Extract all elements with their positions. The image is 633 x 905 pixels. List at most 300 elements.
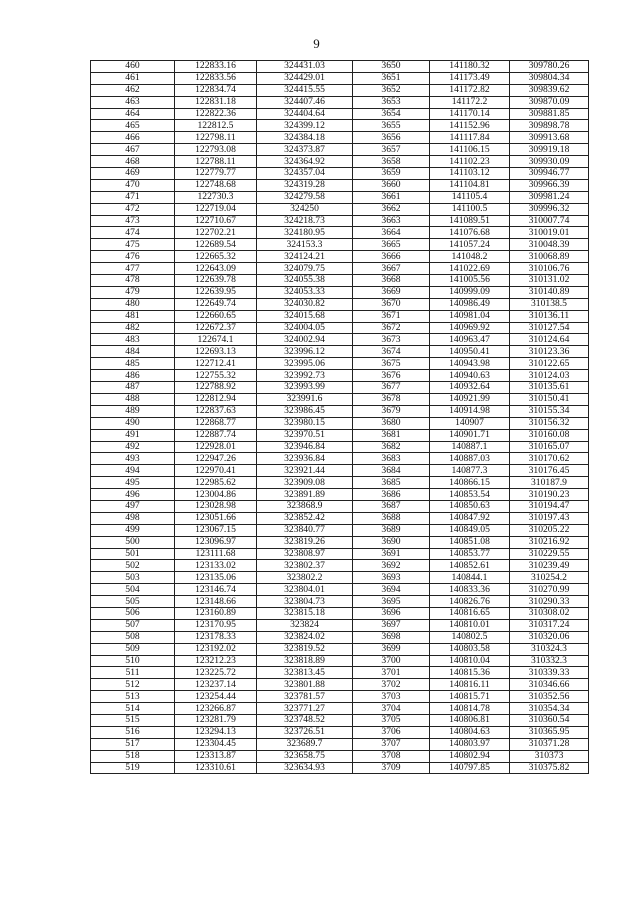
point-number-cell: 3697 [353, 619, 430, 631]
x-coordinate-cell: 123212.23 [175, 655, 257, 667]
y-coordinate-cell: 310308.02 [510, 607, 589, 619]
x-coordinate-cell: 140853.54 [430, 489, 510, 501]
point-number-cell: 512 [91, 679, 175, 691]
y-coordinate-cell: 323840.77 [257, 524, 353, 536]
point-number-cell: 463 [91, 96, 175, 108]
table-row [91, 156, 589, 168]
x-coordinate-cell: 141152.96 [430, 120, 510, 132]
y-coordinate-cell: 323819.26 [257, 536, 353, 548]
table-row [91, 512, 589, 524]
table-row [91, 465, 589, 477]
table-row [91, 132, 589, 144]
point-number-cell: 3655 [353, 120, 430, 132]
point-number-cell: 510 [91, 655, 175, 667]
point-number-cell: 3675 [353, 358, 430, 370]
y-coordinate-cell: 310373 [510, 750, 589, 762]
y-coordinate-cell: 309870.09 [510, 96, 589, 108]
x-coordinate-cell: 141057.24 [430, 239, 510, 251]
point-number-cell: 487 [91, 382, 175, 394]
x-coordinate-cell: 123133.02 [175, 560, 257, 572]
y-coordinate-cell: 309966.39 [510, 179, 589, 191]
x-coordinate-cell: 122947.26 [175, 453, 257, 465]
y-coordinate-cell: 310339.33 [510, 667, 589, 679]
point-number-cell: 3663 [353, 215, 430, 227]
y-coordinate-cell: 310127.54 [510, 322, 589, 334]
y-coordinate-cell: 310365.95 [510, 726, 589, 738]
x-coordinate-cell: 141089.51 [430, 215, 510, 227]
x-coordinate-cell: 140901.71 [430, 429, 510, 441]
x-coordinate-cell: 122831.18 [175, 96, 257, 108]
y-coordinate-cell: 309919.18 [510, 144, 589, 156]
x-coordinate-cell: 140844.1 [430, 572, 510, 584]
point-number-cell: 491 [91, 429, 175, 441]
y-coordinate-cell: 309913.68 [510, 132, 589, 144]
point-number-cell: 3687 [353, 500, 430, 512]
y-coordinate-cell: 310320.06 [510, 631, 589, 643]
y-coordinate-cell: 310205.22 [510, 524, 589, 536]
point-number-cell: 485 [91, 358, 175, 370]
point-number-cell: 3700 [353, 655, 430, 667]
x-coordinate-cell: 140950.41 [430, 346, 510, 358]
point-number-cell: 3684 [353, 465, 430, 477]
x-coordinate-cell: 122639.95 [175, 286, 257, 298]
x-coordinate-cell: 122719.04 [175, 203, 257, 215]
point-number-cell: 3679 [353, 405, 430, 417]
x-coordinate-cell: 141105.4 [430, 191, 510, 203]
point-number-cell: 3686 [353, 489, 430, 501]
point-number-cell: 476 [91, 251, 175, 263]
point-number-cell: 502 [91, 560, 175, 572]
y-coordinate-cell: 323819.52 [257, 643, 353, 655]
y-coordinate-cell: 323813.45 [257, 667, 353, 679]
x-coordinate-cell: 140981.04 [430, 310, 510, 322]
y-coordinate-cell: 310324.3 [510, 643, 589, 655]
y-coordinate-cell: 324431.03 [257, 61, 353, 73]
y-coordinate-cell: 324002.94 [257, 334, 353, 346]
x-coordinate-cell: 123067.15 [175, 524, 257, 536]
y-coordinate-cell: 324055.38 [257, 275, 353, 287]
x-coordinate-cell: 123096.97 [175, 536, 257, 548]
point-number-cell: 3703 [353, 691, 430, 703]
point-number-cell: 465 [91, 120, 175, 132]
point-number-cell: 489 [91, 405, 175, 417]
y-coordinate-cell: 310290.33 [510, 596, 589, 608]
point-number-cell: 516 [91, 726, 175, 738]
point-number-cell: 492 [91, 441, 175, 453]
x-coordinate-cell: 123148.66 [175, 596, 257, 608]
point-number-cell: 3656 [353, 132, 430, 144]
point-number-cell: 509 [91, 643, 175, 655]
x-coordinate-cell: 140943.98 [430, 358, 510, 370]
x-coordinate-cell: 123313.87 [175, 750, 257, 762]
y-coordinate-cell: 310239.49 [510, 560, 589, 572]
y-coordinate-cell: 323804.73 [257, 596, 353, 608]
point-number-cell: 477 [91, 263, 175, 275]
x-coordinate-cell: 141048.2 [430, 251, 510, 263]
y-coordinate-cell: 324030.82 [257, 298, 353, 310]
x-coordinate-cell: 140806.81 [430, 714, 510, 726]
x-coordinate-cell: 141102.23 [430, 156, 510, 168]
point-number-cell: 3664 [353, 227, 430, 239]
y-coordinate-cell: 310371.28 [510, 738, 589, 750]
x-coordinate-cell: 122868.77 [175, 417, 257, 429]
point-number-cell: 3674 [353, 346, 430, 358]
x-coordinate-cell: 140849.05 [430, 524, 510, 536]
y-coordinate-cell: 310122.65 [510, 358, 589, 370]
x-coordinate-cell: 123304.45 [175, 738, 257, 750]
point-number-cell: 496 [91, 489, 175, 501]
x-coordinate-cell: 140810.01 [430, 619, 510, 631]
table-row [91, 667, 589, 679]
point-number-cell: 3651 [353, 72, 430, 84]
table-row [91, 215, 589, 227]
y-coordinate-cell: 310150.41 [510, 393, 589, 405]
x-coordinate-cell: 140969.92 [430, 322, 510, 334]
point-number-cell: 494 [91, 465, 175, 477]
y-coordinate-cell: 310317.24 [510, 619, 589, 631]
table-row [91, 714, 589, 726]
x-coordinate-cell: 140850.63 [430, 500, 510, 512]
x-coordinate-cell: 140853.77 [430, 548, 510, 560]
x-coordinate-cell: 122833.16 [175, 61, 257, 73]
y-coordinate-cell: 310332.3 [510, 655, 589, 667]
table-row [91, 382, 589, 394]
table-row [91, 703, 589, 715]
x-coordinate-cell: 141103.12 [430, 168, 510, 180]
x-coordinate-cell: 140804.63 [430, 726, 510, 738]
point-number-cell: 499 [91, 524, 175, 536]
y-coordinate-cell: 324180.95 [257, 227, 353, 239]
x-coordinate-cell: 122985.62 [175, 477, 257, 489]
x-coordinate-cell: 122812.94 [175, 393, 257, 405]
x-coordinate-cell: 123237.14 [175, 679, 257, 691]
point-number-cell: 473 [91, 215, 175, 227]
point-number-cell: 466 [91, 132, 175, 144]
y-coordinate-cell: 310124.64 [510, 334, 589, 346]
x-coordinate-cell: 140833.36 [430, 584, 510, 596]
table-row [91, 144, 589, 156]
table-row [91, 191, 589, 203]
table-row [91, 584, 589, 596]
point-number-cell: 479 [91, 286, 175, 298]
table-row [91, 548, 589, 560]
y-coordinate-cell: 324429.01 [257, 72, 353, 84]
x-coordinate-cell: 123004.86 [175, 489, 257, 501]
y-coordinate-cell: 310254.2 [510, 572, 589, 584]
point-number-cell: 501 [91, 548, 175, 560]
y-coordinate-cell: 323992.73 [257, 370, 353, 382]
y-coordinate-cell: 323909.08 [257, 477, 353, 489]
x-coordinate-cell: 123281.79 [175, 714, 257, 726]
table-row [91, 453, 589, 465]
point-number-cell: 3662 [353, 203, 430, 215]
table-row [91, 560, 589, 572]
x-coordinate-cell: 122730.3 [175, 191, 257, 203]
point-number-cell: 3659 [353, 168, 430, 180]
y-coordinate-cell: 324153.3 [257, 239, 353, 251]
x-coordinate-cell: 122887.74 [175, 429, 257, 441]
y-coordinate-cell: 310187.9 [510, 477, 589, 489]
point-number-cell: 478 [91, 275, 175, 287]
x-coordinate-cell: 123310.61 [175, 762, 257, 774]
point-number-cell: 506 [91, 607, 175, 619]
point-number-cell: 3699 [353, 643, 430, 655]
x-coordinate-cell: 141117.84 [430, 132, 510, 144]
point-number-cell: 3708 [353, 750, 430, 762]
x-coordinate-cell: 140852.61 [430, 560, 510, 572]
table-row [91, 358, 589, 370]
x-coordinate-cell: 141173.49 [430, 72, 510, 84]
point-number-cell: 486 [91, 370, 175, 382]
point-number-cell: 497 [91, 500, 175, 512]
x-coordinate-cell: 140877.3 [430, 465, 510, 477]
y-coordinate-cell: 323852.42 [257, 512, 353, 524]
y-coordinate-cell: 310140.89 [510, 286, 589, 298]
point-number-cell: 3695 [353, 596, 430, 608]
point-number-cell: 511 [91, 667, 175, 679]
y-coordinate-cell: 310165.07 [510, 441, 589, 453]
y-coordinate-cell: 323689.7 [257, 738, 353, 750]
y-coordinate-cell: 309881.85 [510, 108, 589, 120]
table-row [91, 108, 589, 120]
x-coordinate-cell: 123170.95 [175, 619, 257, 631]
table-row [91, 227, 589, 239]
y-coordinate-cell: 323658.75 [257, 750, 353, 762]
point-number-cell: 517 [91, 738, 175, 750]
table-row [91, 61, 589, 73]
y-coordinate-cell: 323824.02 [257, 631, 353, 643]
y-coordinate-cell: 324399.12 [257, 120, 353, 132]
x-coordinate-cell: 140963.47 [430, 334, 510, 346]
y-coordinate-cell: 309946.77 [510, 168, 589, 180]
table-row [91, 346, 589, 358]
page-number: 9 [313, 36, 320, 51]
x-coordinate-cell: 122793.08 [175, 144, 257, 156]
x-coordinate-cell: 123028.98 [175, 500, 257, 512]
point-number-cell: 3698 [353, 631, 430, 643]
x-coordinate-cell: 141104.81 [430, 179, 510, 191]
table-row [91, 750, 589, 762]
x-coordinate-cell: 122834.74 [175, 84, 257, 96]
point-number-cell: 474 [91, 227, 175, 239]
point-number-cell: 3681 [353, 429, 430, 441]
point-number-cell: 464 [91, 108, 175, 120]
point-number-cell: 3694 [353, 584, 430, 596]
x-coordinate-cell: 140816.11 [430, 679, 510, 691]
point-number-cell: 3709 [353, 762, 430, 774]
point-number-cell: 470 [91, 179, 175, 191]
point-number-cell: 3670 [353, 298, 430, 310]
y-coordinate-cell: 309780.26 [510, 61, 589, 73]
point-number-cell: 3661 [353, 191, 430, 203]
table-row [91, 84, 589, 96]
x-coordinate-cell: 141180.32 [430, 61, 510, 73]
point-number-cell: 3692 [353, 560, 430, 572]
x-coordinate-cell: 123254.44 [175, 691, 257, 703]
x-coordinate-cell: 140907 [430, 417, 510, 429]
x-coordinate-cell: 122970.41 [175, 465, 257, 477]
x-coordinate-cell: 122812.5 [175, 120, 257, 132]
y-coordinate-cell: 324407.46 [257, 96, 353, 108]
x-coordinate-cell: 122928.01 [175, 441, 257, 453]
point-number-cell: 3705 [353, 714, 430, 726]
point-number-cell: 3696 [353, 607, 430, 619]
point-number-cell: 519 [91, 762, 175, 774]
x-coordinate-cell: 141172.2 [430, 96, 510, 108]
point-number-cell: 490 [91, 417, 175, 429]
x-coordinate-cell: 140932.64 [430, 382, 510, 394]
y-coordinate-cell: 310156.32 [510, 417, 589, 429]
point-number-cell: 480 [91, 298, 175, 310]
point-number-cell: 475 [91, 239, 175, 251]
x-coordinate-cell: 122702.21 [175, 227, 257, 239]
point-number-cell: 460 [91, 61, 175, 73]
y-coordinate-cell: 324279.58 [257, 191, 353, 203]
point-number-cell: 505 [91, 596, 175, 608]
table-row [91, 275, 589, 287]
x-coordinate-cell: 140797.85 [430, 762, 510, 774]
table-row [91, 179, 589, 191]
point-number-cell: 3701 [353, 667, 430, 679]
y-coordinate-cell: 309981.24 [510, 191, 589, 203]
x-coordinate-cell: 122833.56 [175, 72, 257, 84]
table-row [91, 310, 589, 322]
y-coordinate-cell: 323993.99 [257, 382, 353, 394]
point-number-cell: 3704 [353, 703, 430, 715]
point-number-cell: 3676 [353, 370, 430, 382]
x-coordinate-cell: 140803.97 [430, 738, 510, 750]
y-coordinate-cell: 323781.57 [257, 691, 353, 703]
x-coordinate-cell: 122649.74 [175, 298, 257, 310]
x-coordinate-cell: 140851.08 [430, 536, 510, 548]
y-coordinate-cell: 310124.03 [510, 370, 589, 382]
x-coordinate-cell: 122755.32 [175, 370, 257, 382]
point-number-cell: 515 [91, 714, 175, 726]
x-coordinate-cell: 122689.54 [175, 239, 257, 251]
x-coordinate-cell: 123111.68 [175, 548, 257, 560]
x-coordinate-cell: 141106.15 [430, 144, 510, 156]
x-coordinate-cell: 123160.89 [175, 607, 257, 619]
y-coordinate-cell: 324004.05 [257, 322, 353, 334]
table-row [91, 393, 589, 405]
x-coordinate-cell: 140814.78 [430, 703, 510, 715]
table-row [91, 96, 589, 108]
point-number-cell: 461 [91, 72, 175, 84]
point-number-cell: 469 [91, 168, 175, 180]
x-coordinate-cell: 141170.14 [430, 108, 510, 120]
table-body [91, 61, 589, 774]
x-coordinate-cell: 140802.94 [430, 750, 510, 762]
x-coordinate-cell: 122788.92 [175, 382, 257, 394]
y-coordinate-cell: 323801.88 [257, 679, 353, 691]
point-number-cell: 3678 [353, 393, 430, 405]
y-coordinate-cell: 310216.92 [510, 536, 589, 548]
point-number-cell: 3689 [353, 524, 430, 536]
y-coordinate-cell: 310194.47 [510, 500, 589, 512]
table-row [91, 500, 589, 512]
y-coordinate-cell: 324218.73 [257, 215, 353, 227]
table-row [91, 691, 589, 703]
table-row [91, 643, 589, 655]
table-row [91, 120, 589, 132]
y-coordinate-cell: 324053.33 [257, 286, 353, 298]
point-number-cell: 481 [91, 310, 175, 322]
x-coordinate-cell: 122672.37 [175, 322, 257, 334]
point-number-cell: 484 [91, 346, 175, 358]
table-row [91, 596, 589, 608]
point-number-cell: 504 [91, 584, 175, 596]
y-coordinate-cell: 310346.66 [510, 679, 589, 691]
x-coordinate-cell: 140802.5 [430, 631, 510, 643]
point-number-cell: 3668 [353, 275, 430, 287]
y-coordinate-cell: 310135.61 [510, 382, 589, 394]
x-coordinate-cell: 122798.11 [175, 132, 257, 144]
point-number-cell: 3653 [353, 96, 430, 108]
y-coordinate-cell: 323996.12 [257, 346, 353, 358]
y-coordinate-cell: 310375.82 [510, 762, 589, 774]
y-coordinate-cell: 324319.28 [257, 179, 353, 191]
x-coordinate-cell: 140815.71 [430, 691, 510, 703]
y-coordinate-cell: 323771.27 [257, 703, 353, 715]
point-number-cell: 467 [91, 144, 175, 156]
point-number-cell: 3673 [353, 334, 430, 346]
x-coordinate-cell: 123225.72 [175, 667, 257, 679]
x-coordinate-cell: 122822.36 [175, 108, 257, 120]
y-coordinate-cell: 323995.06 [257, 358, 353, 370]
x-coordinate-cell: 123266.87 [175, 703, 257, 715]
table-row [91, 405, 589, 417]
x-coordinate-cell: 123051.66 [175, 512, 257, 524]
y-coordinate-cell: 309804.34 [510, 72, 589, 84]
point-number-cell: 3685 [353, 477, 430, 489]
point-number-cell: 3682 [353, 441, 430, 453]
table-row [91, 251, 589, 263]
y-coordinate-cell: 324364.92 [257, 156, 353, 168]
point-number-cell: 3706 [353, 726, 430, 738]
x-coordinate-cell: 140986.49 [430, 298, 510, 310]
y-coordinate-cell: 309930.09 [510, 156, 589, 168]
table-row [91, 489, 589, 501]
table-row [91, 203, 589, 215]
y-coordinate-cell: 323891.89 [257, 489, 353, 501]
y-coordinate-cell: 323970.51 [257, 429, 353, 441]
x-coordinate-cell: 141076.68 [430, 227, 510, 239]
point-number-cell: 471 [91, 191, 175, 203]
x-coordinate-cell: 140815.36 [430, 667, 510, 679]
x-coordinate-cell: 141005.56 [430, 275, 510, 287]
table-row [91, 738, 589, 750]
y-coordinate-cell: 324015.68 [257, 310, 353, 322]
point-number-cell: 493 [91, 453, 175, 465]
table-row [91, 536, 589, 548]
point-number-cell: 507 [91, 619, 175, 631]
y-coordinate-cell: 310170.62 [510, 453, 589, 465]
y-coordinate-cell: 324357.04 [257, 168, 353, 180]
point-number-cell: 500 [91, 536, 175, 548]
x-coordinate-cell: 140810.04 [430, 655, 510, 667]
table-row [91, 72, 589, 84]
y-coordinate-cell: 323868.9 [257, 500, 353, 512]
x-coordinate-cell: 123178.33 [175, 631, 257, 643]
table-row [91, 607, 589, 619]
y-coordinate-cell: 324373.87 [257, 144, 353, 156]
table-row [91, 334, 589, 346]
x-coordinate-cell: 122779.77 [175, 168, 257, 180]
y-coordinate-cell: 324415.55 [257, 84, 353, 96]
point-number-cell: 483 [91, 334, 175, 346]
x-coordinate-cell: 122837.63 [175, 405, 257, 417]
point-number-cell: 508 [91, 631, 175, 643]
